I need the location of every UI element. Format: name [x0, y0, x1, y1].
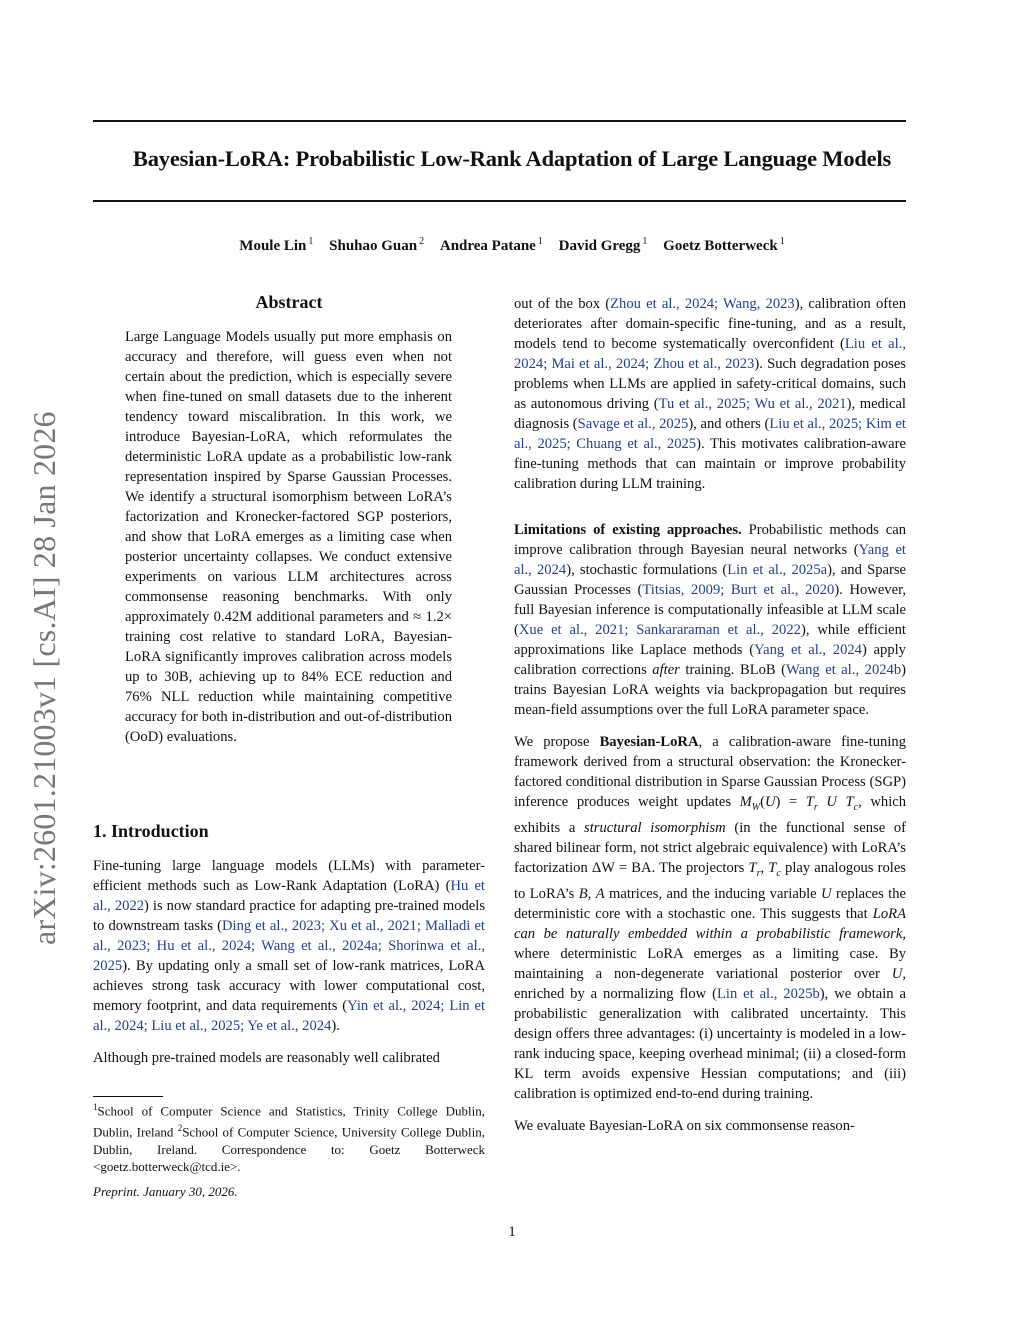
text-run: c [776, 867, 781, 879]
abstract-body [125, 327, 452, 747]
title-bottom-rule [93, 200, 906, 202]
text-run: Limitations of existing approaches. [514, 522, 742, 538]
text-run: replaces the deterministic core with a stochastic one. This suggests that [514, 885, 907, 922]
author: Shuhao Guan $^2$ [329, 236, 425, 254]
text-run: ). [331, 1018, 340, 1034]
text-run: T [748, 859, 757, 876]
text-run: ), while efficient approximations like Laplace methods ( [514, 622, 906, 658]
body-paragraph [514, 732, 906, 1104]
footnote-rule [93, 1096, 163, 1097]
text-run: ), medical diagnosis ( [514, 396, 906, 432]
text-run: ), and others ( [688, 416, 770, 432]
text-run: c [853, 801, 859, 813]
left-column-body [93, 856, 485, 1068]
text-run: , where deterministic LoRA emerges as a limiting case. By maintaining a non-degenerate variational posterior over [514, 925, 906, 982]
citation-link[interactable]: Ding et al., 2023; Xu et al., 2021; Malladi et al., 2023; Hu et al., 2024; Wang et al., 2024a; Shorinwa et al., 2025 [93, 918, 485, 974]
arxiv-stamp: arXiv:2601.21003v1 [cs.AI] 28 Jan 2026 [26, 411, 62, 945]
text-run: structural isomorphism [584, 819, 726, 836]
text-run: (in the functional sense of shared bilinear form, not strict algebraic equivalence) with LoRA’s factorization ΔW = BA. The projectors [514, 819, 906, 876]
citation-link[interactable]: Zhou et al., 2024; Wang, 2023 [610, 296, 795, 312]
text-run: out of the box ( [514, 296, 611, 312]
body-paragraph [514, 520, 906, 720]
citation-link[interactable]: Tu et al., 2025; Wu et al., 2021 [658, 396, 847, 412]
text-run: ), stochastic formulations ( [566, 562, 728, 578]
text-run: ) = [775, 794, 806, 810]
text-run: , a calibration-aware fine-tuning framework derived from a structural observation: the Kronecker-factored conditional distribution in Sparse Gaussian Process (SGP) inference produces weight updates [514, 734, 906, 810]
author: Moule Lin $^1$ [239, 236, 314, 254]
text-run: ), and Sparse Gaussian Processes ( [514, 562, 906, 598]
text-run: T [805, 794, 814, 810]
text-run: ). Such degradation poses problems when LLMs are applied in safety-critical domains, such as autonomous driving ( [514, 356, 906, 412]
author: Andrea Patane $^1$ [439, 236, 543, 254]
text-run: A [595, 885, 605, 902]
paper-title: Bayesian-LoRA: Probabilistic Low-Rank Adaptation of Large Language Models [132, 146, 892, 171]
text-run: , which exhibits a [514, 794, 907, 836]
citation-link[interactable]: Titsias, 2009; Burt et al., 2020 [642, 582, 835, 598]
text-run: U [821, 885, 832, 902]
citation-link[interactable]: Liu et al., 2024; Mai et al., 2024; Zhou et al., 2023 [514, 336, 906, 372]
text-run: ) trains Bayesian LoRA weights via backpropagation but requires mean-field assumptions over the full LoRA parameter space. [514, 662, 907, 718]
text-run: ), we obtain a probabilistic generalization with calibrated uncertainty. This design offers three advantages: (i) uncertainty is modeled in a low-rank inducing space, keeping overhead minimal; (ii) a closed-form KL term avoids expensive Hessian computations; and (iii) calibration is optimized end-to-end during training. [514, 985, 906, 1102]
text-run: ) apply calibration corrections [514, 642, 906, 678]
body-paragraph [93, 1048, 485, 1068]
text-run: M [739, 794, 752, 810]
text-run: U T [826, 794, 854, 810]
text-run: , [587, 885, 596, 902]
citation-link[interactable]: Hu et al., 2022 [93, 878, 485, 914]
body-paragraph [514, 1116, 906, 1136]
author-list [60, 236, 964, 255]
page-number: 1 [508, 1224, 516, 1240]
text-run: play analogous roles to LoRA’s [514, 859, 906, 902]
text-run: ). This motivates calibration-aware fine-tuning methods that can maintain or improve probability calibration during LLM training. [514, 436, 906, 492]
citation-link[interactable]: Lin et al., 2025a [727, 562, 828, 578]
citation-link[interactable]: Liu et al., 2025; Kim et al., 2025; Chuang et al., 2025 [514, 416, 906, 452]
text-run: ), calibration often deteriorates after domain-specific fine-tuning, and as a result, models tend to become systematically overconfident ( [514, 296, 907, 352]
text-run: LoRA can be naturally embedded within a probabilistic framework [514, 905, 906, 942]
text-run: B [578, 885, 588, 902]
abstract-heading: Abstract [255, 292, 323, 312]
text-run: We propose [514, 734, 600, 750]
abstract-text: Large Language Models usually put more emphasis on accuracy and therefore, will guess even when not certain about the prediction, which is especially severe when fine-tuned on small datasets due to the inherent tendency toward miscalibration. In this work, we introduce Bayesian-LoRA, which reformulates the deterministic LoRA update as a probabilistic low-rank representation inspired by Sparse Gaussian Processes. We identify a structural isomorphism between LoRA’s factorization and Kronecker-factored SGP posteriors, and show that LoRA emerges as a limiting case when posterior uncertainty collapses. We conduct extensive experiments on various LLM architectures across commonsense reasoning benchmarks. With only approximately 0.42M additional parameters and ≈ 1.2× training cost relative to standard LoRA, Bayesian-LoRA significantly improves calibration across models up to 30B, achieving up to 84% ECE reduction and 76% NLL reduction while maintaining competitive accuracy for both in-distribution and out-of-distribution (OoD) evaluations. [125, 329, 452, 745]
author: David Gregg $^1$ [558, 236, 648, 254]
body-paragraph [514, 294, 906, 494]
preprint-notice: Preprint. January 30, 2026. [93, 1184, 238, 1199]
text-run: U [891, 965, 903, 982]
author: Goetz Botterweck $^1$ [663, 236, 785, 254]
citation-link[interactable]: Yang et al., 2024 [514, 542, 906, 578]
citation-link[interactable]: Xue et al., 2021; Sankararaman et al., 2022 [518, 622, 801, 638]
text-run: r [813, 801, 818, 813]
text-run: ). By updating only a small set of low-rank matrices, LoRA achieves strong task accuracy with lower computational cost, memory footprint, and data requirements ( [93, 958, 485, 1014]
text-run: W [751, 801, 761, 813]
text-run: ( [760, 794, 765, 810]
citation-link[interactable]: Savage et al., 2025 [577, 416, 689, 432]
citation-link[interactable]: Yang et al., 2024 [754, 642, 862, 658]
right-column-body [514, 294, 906, 1136]
text-run: after [652, 662, 680, 678]
text-run: Probabilistic methods can improve calibration through Bayesian neural networks ( [514, 522, 906, 558]
text-run: ) is now standard practice for adapting pre-trained models to downstream tasks ( [93, 898, 485, 934]
text-run: Although pre-trained models are reasonably well calibrated [93, 1050, 440, 1066]
text-run: U [764, 794, 776, 810]
text-run: Bayesian-LoRA [599, 734, 699, 750]
citation-link[interactable]: Wang et al., 2024b [786, 662, 902, 678]
citation-link[interactable]: Lin et al., 2025b [716, 985, 820, 1002]
text-run: T [768, 859, 777, 876]
footnote: $^1$School of Computer Science and Statistics, Trinity College Dublin, Dublin, Ireland $^2$School of Computer Science, University College Dublin, Dublin, Ireland. Correspondence to: Goetz Botterweck <goetz.botterweck@tcd.ie>. [93, 1102, 485, 1175]
section-heading: 1. Introduction [93, 821, 209, 841]
text-run: , enriched by a normalizing flow ( [514, 965, 906, 1002]
citation-link[interactable]: Yin et al., 2024; Lin et al., 2024; Liu et al., 2025; Ye et al., 2024 [93, 998, 485, 1034]
title-top-rule [93, 120, 906, 122]
text-run: r [756, 867, 761, 879]
text-run: We evaluate Bayesian-LoRA on six commonsense reason- [514, 1117, 855, 1134]
text-run: ). However, full Bayesian inference is computationally infeasible at LLM scale ( [514, 582, 907, 638]
body-paragraph [93, 856, 485, 1036]
text-run: , [760, 859, 769, 876]
text-run: matrices, and the inducing variable [604, 885, 822, 902]
text-run: training. BLoB ( [679, 662, 787, 678]
text-run: Fine-tuning large language models (LLMs) with parameter-efficient methods such as Low-Rank Adaptation (LoRA) ( [93, 858, 485, 894]
